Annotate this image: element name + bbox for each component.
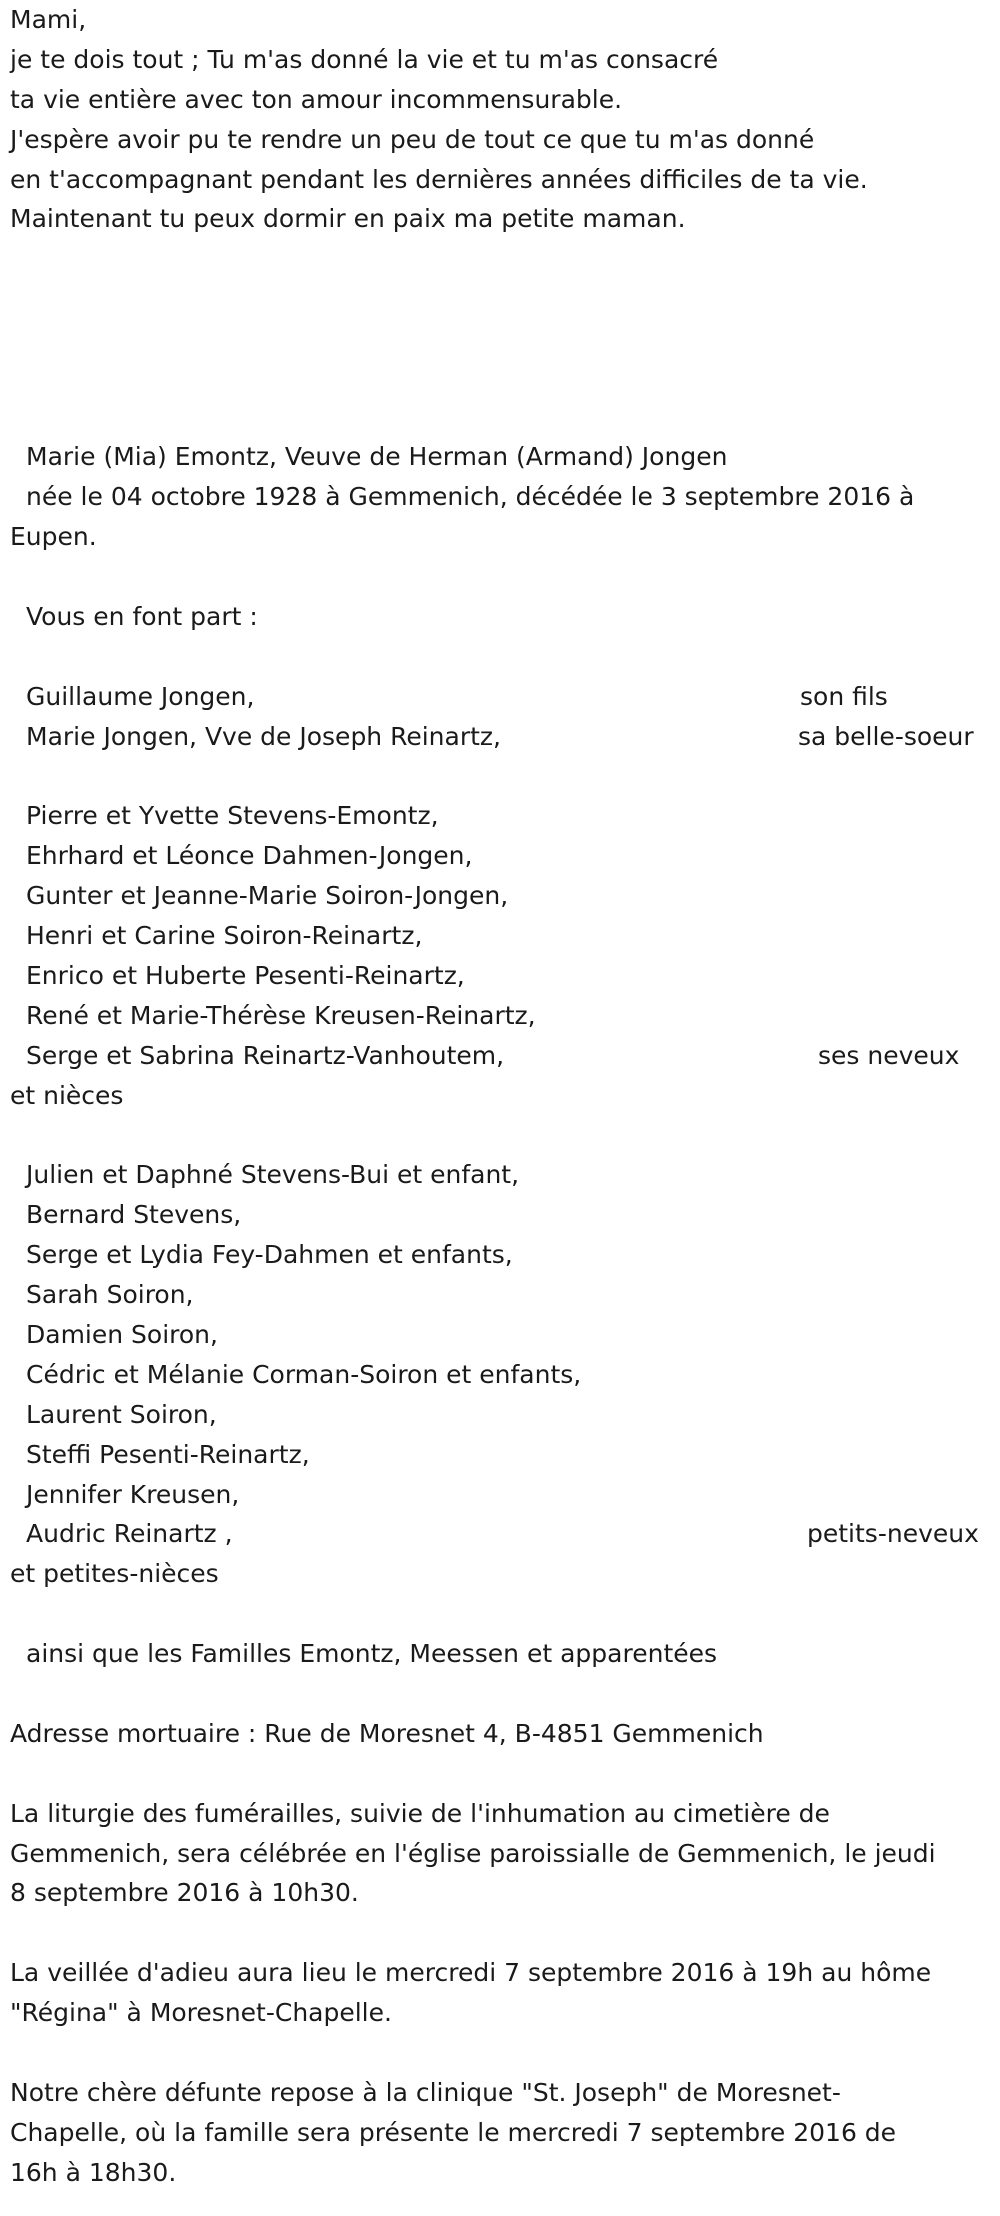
- birth-death-line: née le 04 octobre 1928 à Gemmenich, décédée le 3 septembre 2016 à: [26, 482, 915, 512]
- family-name: Enrico et Huberte Pesenti-Reinartz,: [26, 960, 465, 990]
- announcement: [10, 437, 985, 676]
- vigil-line: La veillée d'adieu aura lieu le mercredi 7 septembre 2016 à 19h au hôme: [10, 1958, 932, 1988]
- dedication-line: J'espère avoir pu te rendre un peu de tout ce que tu m'as donné: [10, 124, 815, 154]
- family-name: Audric Reinartz ,: [26, 1519, 233, 1549]
- family-name: Steffi Pesenti-Reinartz,: [26, 1439, 310, 1469]
- family-name: Gunter et Jeanne-Marie Soiron-Jongen,: [26, 881, 509, 911]
- dedication-line: Mami,: [10, 5, 87, 34]
- family-role-cont: et petites-nièces: [10, 1559, 219, 1589]
- family-name: Bernard Stevens,: [26, 1200, 242, 1230]
- family-row: [10, 1514, 985, 1554]
- family-role: son fils: [800, 681, 888, 711]
- dedication-line: je te dois tout ; Tu m'as donné la vie et tu m'as consacré: [10, 44, 719, 74]
- family-name: Jennifer Kreusen,: [26, 1479, 240, 1509]
- family-name: René et Marie-Thérèse Kreusen-Reinartz,: [26, 1000, 536, 1030]
- family-name: Cédric et Mélanie Corman-Soiron et enfants,: [26, 1359, 582, 1389]
- family-row: [10, 1036, 985, 1076]
- details: [10, 1714, 985, 2193]
- rest-line: 16h à 18h30.: [10, 2157, 177, 2187]
- family-grand-nephews: [10, 1155, 985, 1634]
- family-name: Marie Jongen, Vve de Joseph Reinartz,: [26, 721, 501, 751]
- birth-death-line-cont: Eupen.: [10, 522, 97, 552]
- family-nephews: [10, 796, 985, 1155]
- family-name: Julien et Daphné Stevens-Bui et enfant,: [26, 1160, 520, 1190]
- family-immediate: [10, 677, 985, 797]
- liturgy-line: Gemmenich, sera célébrée en l'église paroissialle de Gemmenich, le jeudi: [10, 1838, 936, 1868]
- family-name: Pierre et Yvette Stevens-Emontz,: [26, 801, 439, 831]
- liturgy-line: 8 septembre 2016 à 10h30.: [10, 1878, 359, 1908]
- rest-line: Chapelle, où la famille sera présente le mercredi 7 septembre 2016 de: [10, 2117, 897, 2147]
- family-role: ses neveux: [818, 1040, 960, 1070]
- family-name: Serge et Lydia Fey-Dahmen et enfants,: [26, 1240, 513, 1270]
- family-name: Guillaume Jongen,: [26, 681, 255, 711]
- rest-line: Notre chère défunte repose à la clinique "St. Joseph" de Moresnet-: [10, 2077, 841, 2107]
- family-role: petits-neveux: [807, 1519, 979, 1549]
- dedication-line: Maintenant tu peux dormir en paix ma petite maman.: [10, 204, 686, 234]
- family-name: Laurent Soiron,: [26, 1399, 217, 1429]
- obituary-document: [10, 0, 985, 2193]
- family-name: Serge et Sabrina Reinartz-Vanhoutem,: [26, 1040, 505, 1070]
- vigil-line: "Régina" à Moresnet-Chapelle.: [10, 1998, 392, 2028]
- dedication-line: en t'accompagnant pendant les dernières années difficiles de ta vie.: [10, 164, 868, 194]
- announcement-intro: Vous en font part :: [26, 601, 258, 631]
- dedication: [10, 0, 985, 239]
- extended-families: ainsi que les Familles Emontz, Meessen et apparentées: [26, 1639, 718, 1669]
- family-row: [10, 717, 985, 757]
- family-role-cont: et nièces: [10, 1080, 124, 1110]
- family-name: Ehrhard et Léonce Dahmen-Jongen,: [26, 841, 473, 871]
- dedication-line: ta vie entière avec ton amour incommensurable.: [10, 84, 623, 114]
- family-name: Damien Soiron,: [26, 1319, 218, 1349]
- mortuary-address: Adresse mortuaire : Rue de Moresnet 4, B-4851 Gemmenich: [10, 1718, 764, 1748]
- family-name: Sarah Soiron,: [26, 1280, 194, 1310]
- deceased-name: Marie (Mia) Emontz, Veuve de Herman (Armand) Jongen: [26, 442, 728, 472]
- family-name: Henri et Carine Soiron-Reinartz,: [26, 921, 423, 951]
- family-role: sa belle-soeur: [798, 721, 974, 751]
- family-row: [10, 677, 985, 717]
- liturgy-line: La liturgie des fumérailles, suivie de l'inhumation au cimetière de: [10, 1798, 830, 1828]
